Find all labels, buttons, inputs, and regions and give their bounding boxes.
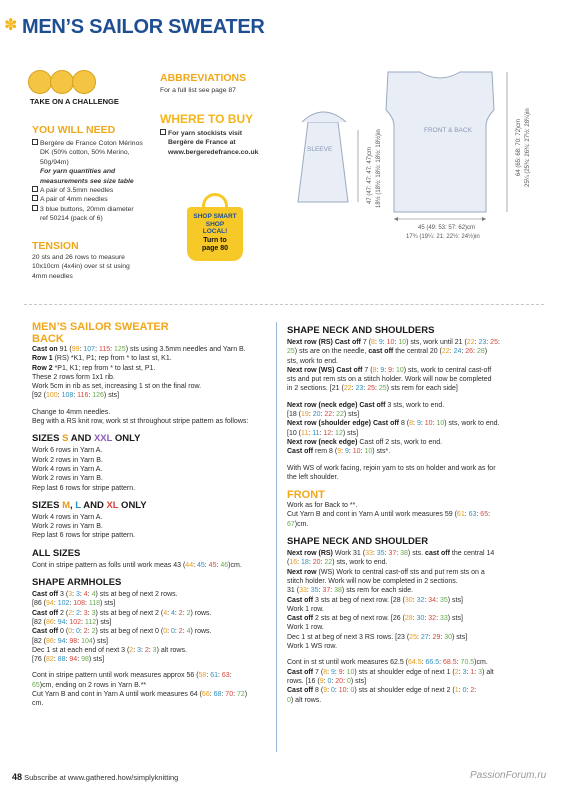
pattern-line: Work 1 row. (287, 624, 324, 632)
body-shape (386, 72, 494, 212)
sleeve-cap (302, 112, 346, 122)
sleeve-width-cm: 47 (47: 47: 47: 47)cm (367, 146, 373, 204)
subscribe-link[interactable]: Subscribe at www.gathered.how/simplyknitting (24, 773, 179, 782)
pattern-line: (16: 18: 20: 22) sts, work to end. (287, 559, 388, 567)
section-subheading: ALL SIZES (32, 547, 81, 559)
pattern-line: Work 6 rows in Yarn A. (32, 447, 103, 455)
column-separator (276, 322, 277, 752)
pattern-line: Work 1 WS row. (287, 643, 338, 651)
page-number: 48 (12, 772, 23, 782)
pattern-line: Cut Yarn B and cont in Yarn A until work measures 59 (61: 63: 65: (287, 511, 491, 519)
pattern-line: 0) alt rows. (287, 696, 322, 704)
materials-note-2: measurements see size table (40, 177, 134, 185)
body-height-cm: 64 (65: 68: 70: 72)cm (516, 118, 522, 176)
flower-icon: ✽ (4, 17, 18, 34)
pattern-line: Work 5cm in rib as set, increasing 1 st on the final row. (32, 383, 202, 391)
where-to-buy-heading: WHERE TO BUY (160, 112, 254, 126)
bag-line: LOCAL! (202, 228, 228, 235)
pattern-line: stitch holder. Work will now be completed in 2 sections. (287, 577, 458, 585)
pattern-column-right (287, 325, 549, 705)
spacer (287, 394, 549, 401)
you-will-need-heading: YOU WILL NEED (32, 124, 116, 136)
materials-needles-1: A pair of 3.5mm needles (40, 187, 114, 195)
pattern-line: Dec 1 st at each end of next 3 (2: 3: 2: 3) alt rows. (32, 646, 187, 654)
pattern-line: [82 (86: 94: 102: 112) sts] (32, 618, 112, 626)
pattern-line: Row 1 (RS) *K1, P1; rep from * to last st, K1. (32, 355, 172, 363)
body-width-in: 17¾ (19¼: 21: 22½: 24½)in (406, 234, 480, 240)
stockist-link[interactable]: www.bergeredefrance.co.uk (168, 148, 259, 156)
pattern-line: Next row (RS) Work 31 (33: 35: 37: 38) sts. cast off the central 14 (287, 550, 495, 558)
tension-line: 20 sts and 26 rows to measure (32, 254, 125, 261)
pattern-line: [10 (11: 11: 12: 12) sts] (287, 429, 359, 437)
spacer (32, 493, 272, 500)
pattern-line: Cast off 0 (0: 0: 2: 2) sts at beg of next 0 (0: 0: 2: 4) rows. (32, 628, 212, 636)
body-height-in: 25¼ (25¾: 26¾: 27½: 28¼)in (525, 108, 531, 187)
pattern-line: Next row (RS) Cast off 7 (8: 9: 10: 10) sts, work until 21 (22: 23: 25: (287, 339, 500, 346)
pattern-line: Cast off 7 (8: 9: 9: 10) sts at shoulder edge of next 1 (2: 3: 1: 3) alt (287, 668, 494, 676)
pattern-line: Cast off 8 (9: 0: 10: 0) sts at shoulder edge of next 2 (1: 0: 2: (287, 687, 477, 695)
challenge-label: TAKE ON A CHALLENGE (30, 97, 119, 106)
front-back-label: FRONT & BACK (424, 127, 472, 134)
pattern-line: [82 (86: 94: 98: 104) sts] (32, 637, 108, 645)
pattern-column-left (32, 321, 272, 709)
pattern-line: Cont in st st until work measures 62.5 (64.5: 66.5: 68.5: 70.5)cm. (287, 659, 488, 667)
where-line: Bergère de France at (168, 139, 236, 147)
materials-yarn-2: DK (50% cotton, 50% Merino, (40, 149, 130, 157)
materials-yarn: Bergère de France Coton Mérinos (40, 140, 143, 147)
shop-bag-icon (187, 193, 243, 263)
materials-needles-2: A pair of 4mm needles (40, 196, 108, 204)
pattern-line: Next row (WS) Cast off 7 (8: 9: 9: 10) sts, work to central cast-off (287, 366, 492, 374)
pattern-line: Cast on 91 (99: 107: 115: 125) sts using 3.5mm needles and Yarn B. (32, 346, 246, 353)
materials-buttons-2: ref 50214 (pack of 6) (40, 215, 103, 223)
spacer (32, 541, 272, 548)
spacer (32, 401, 272, 408)
pattern-line: Work 2 rows in Yarn B. (32, 523, 103, 531)
pattern-line: Row 2 *P1, K1; rep from * to last st, P1. (32, 364, 156, 372)
where-to-buy-box (160, 112, 268, 172)
pattern-line: Change to 4mm needles. (32, 408, 111, 416)
shop-bag-text (187, 213, 243, 236)
pattern-line: the left shoulder. (287, 473, 339, 481)
bag-line: page 80 (201, 244, 229, 252)
tension-line: 10x10cm (4x4in) over st st using (32, 263, 130, 271)
pattern-line: Work 2 rows in Yarn B. (32, 475, 103, 483)
pattern-line: Work 4 rows in Yarn A. (32, 513, 103, 521)
spacer (32, 426, 272, 433)
sleeve-shape (298, 122, 348, 202)
pattern-line: [18 (19: 20: 22: 22) sts] (287, 411, 360, 419)
pattern-line: Work 4 rows in Yarn A. (32, 465, 103, 473)
pattern-line: Dec 1 st at beg of next 3 RS rows. [23 (25: 27: 29: 30) sts] (287, 633, 468, 641)
pattern-line: Work as for Back to **. (287, 502, 358, 510)
tension-line: 4mm needles (32, 272, 73, 280)
pattern-line: These 2 rows form 1x1 rib. (32, 373, 115, 381)
section-subheading: SHAPE NECK AND SHOULDERS (287, 325, 435, 336)
pattern-line: rows. [16 (9: 0: 20: 0) sts] (287, 677, 367, 685)
pattern-line: Work 1 row. (287, 605, 324, 613)
pattern-line: Cont in stripe pattern until work measures approx 56 (58: 61: 63: (32, 672, 232, 680)
pattern-line: Work 2 rows in Yarn B. (32, 456, 103, 464)
section-title: BACK (32, 333, 64, 345)
spacer (287, 457, 549, 464)
tension-heading: TENSION (32, 240, 79, 252)
pattern-line: Cast off 2 sts at beg of next row. [26 (28: 30: 32: 33) sts] (287, 615, 463, 623)
pattern-line: 67)cm. (287, 520, 309, 528)
spacer (287, 651, 549, 658)
pattern-line: sts, work to end. (287, 357, 338, 365)
section-divider (24, 304, 544, 305)
section-subheading: SHAPE NECK AND SHOULDER (287, 536, 429, 548)
pattern-line: Cast off rem 8 (9: 9: 10: 10) sts*. (287, 448, 391, 456)
checkbox-icon (32, 195, 38, 201)
page-title: MEN’S SAILOR SWEATER (22, 16, 265, 38)
watermark: PassionForum.ru (470, 770, 547, 781)
pattern-line: 65)cm, ending on 2 rows in Yarn B.** (32, 681, 147, 689)
where-to-buy-text (160, 129, 268, 157)
materials-buttons: 3 blue buttons, 20mm diameter (40, 205, 134, 213)
pattern-line: Next row (WS) Work to central cast-off sts and put rem sts on a (287, 568, 485, 576)
pattern-line: Cont in stripe pattern as folls until work meas 43 (44: 45: 45: 46)cm. (32, 561, 242, 569)
bag-line: Turn to (203, 237, 227, 244)
materials-list (32, 139, 154, 224)
pattern-line: [86 (94: 102: 108: 118) sts] (32, 600, 116, 608)
spacer (287, 529, 549, 536)
section-title: MEN’S SAILOR SWEATER (32, 321, 169, 333)
section-subheading: SIZES M, L AND XL ONLY (32, 499, 147, 511)
footer (12, 772, 178, 782)
where-line: For yarn stockists visit (168, 130, 243, 137)
spacer (32, 664, 272, 671)
materials-yarn-3: 50g/94m) (40, 158, 69, 166)
materials-note: For yarn quantities and (40, 168, 116, 176)
pattern-line: in 2 sections. [21 (22: 23: 25: 25) sts rem for each side] (287, 385, 458, 393)
checkbox-icon (32, 205, 38, 211)
shop-bag-link[interactable] (187, 237, 243, 252)
checkbox-icon (32, 186, 38, 192)
pattern-line: Rep last 6 rows for stripe pattern. (32, 532, 136, 540)
section-title: FRONT (287, 489, 325, 502)
pattern-line: [92 (100: 108: 116: 126) sts] (32, 392, 120, 400)
sleeve-label: SLEEVE (307, 146, 333, 153)
bag-line: SHOP (205, 220, 225, 228)
pattern-line: Cast off 3 sts at beg of next row. [28 (30: 32: 34: 35) sts] (287, 596, 463, 604)
pattern-line: Next row (shoulder edge) Cast off 8 (8: 9: 10: 10) sts, work to end. (287, 420, 500, 428)
sleeve-width-in: 18½ (18½: 18½: 18½: 18½)in (376, 129, 382, 208)
abbreviations-text: For a full list see page 87 (160, 87, 236, 94)
pattern-line: Cast off 3 (3: 3: 4: 4) sts at beg of next 2 rows. (32, 591, 178, 599)
checkbox-icon (160, 129, 166, 135)
spacer (32, 570, 272, 577)
section-subheading: SHAPE ARMHOLES (32, 577, 122, 589)
pattern-line: cm. (32, 700, 44, 708)
abbreviations-heading: ABBREVIATIONS (160, 72, 247, 84)
yarn-balls-icon (28, 70, 98, 96)
pattern-line: Beg with a RS knit row, work st st throughout stripe pattern as follows: (32, 418, 249, 426)
pattern-line: 25) sts are on the needle, cast off the central 20 (22: 24: 26: 28) (287, 348, 488, 356)
spacer (287, 482, 549, 489)
checkbox-icon (32, 139, 38, 145)
pattern-line: [76 (82: 88: 94: 98) sts] (32, 656, 105, 664)
pattern-line: Cast off 2 (2: 2: 3: 3) sts at beg of next 2 (4: 4: 2: 2) rows. (32, 609, 212, 617)
body-width-cm: 45 (49: 53: 57: 62)cm (418, 225, 476, 231)
bag-line: SHOP SMART (193, 213, 237, 220)
pattern-line: Next row (neck edge) Cast off 2 sts, work to end. (287, 438, 443, 446)
pattern-line: Rep last 6 rows for stripe pattern. (32, 484, 136, 492)
tension-text (32, 253, 156, 281)
pattern-line: sts and put rem sts on a stitch holder. Work will now be completed (287, 376, 492, 384)
pattern-line: Next row (neck edge) Cast off 3 sts, work to end. (287, 401, 445, 409)
pattern-line: 31 (33: 35: 37: 38) sts rem for each side. (287, 587, 414, 595)
pattern-line: With WS of work facing, rejoin yarn to sts on holder and work as for (287, 464, 496, 472)
pattern-line: Cut Yarn B and cont in Yarn A until work measures 64 (66: 68: 70: 72) (32, 691, 248, 699)
section-subheading: SIZES S AND XXL ONLY (32, 433, 141, 445)
